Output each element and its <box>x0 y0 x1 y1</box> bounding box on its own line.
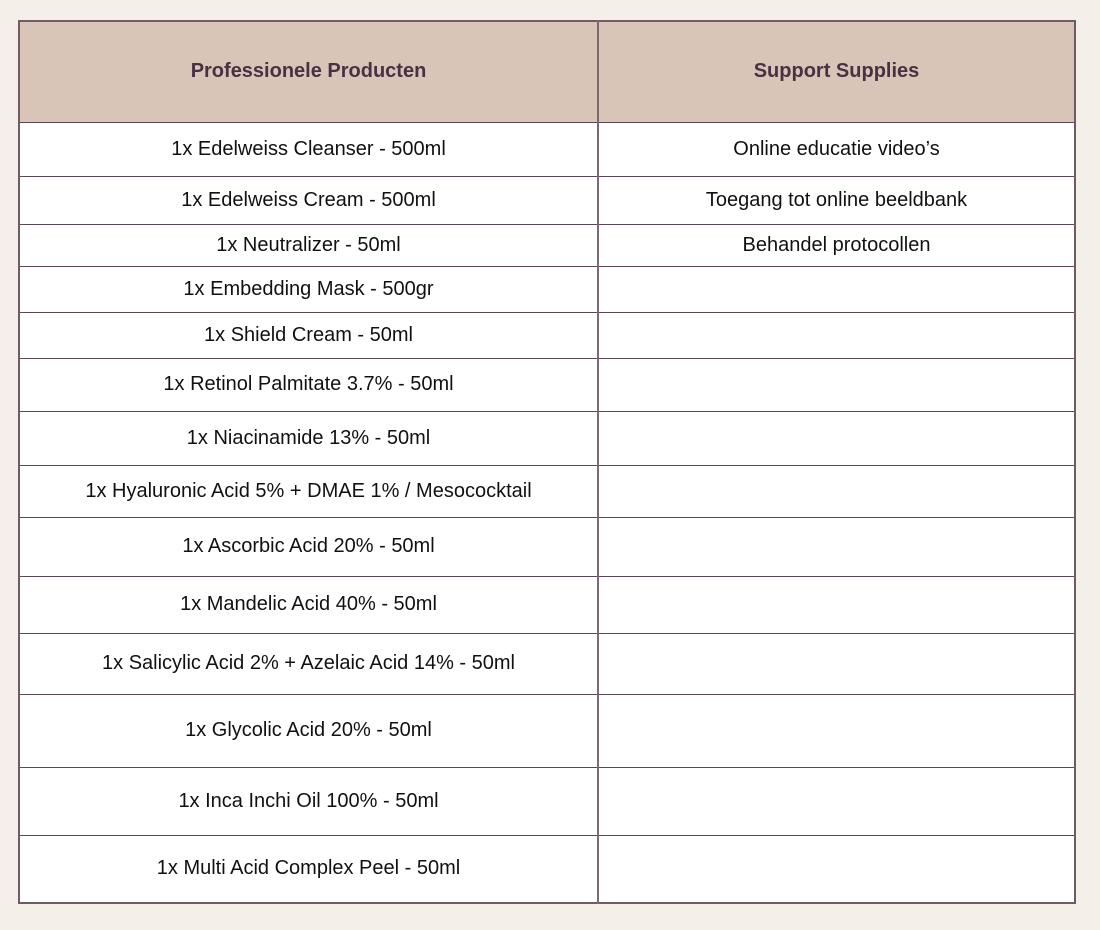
column-header-support-supplies: Support Supplies <box>598 21 1075 122</box>
product-cell: 1x Mandelic Acid 40% - 50ml <box>19 576 598 633</box>
column-header-professionele-producten: Professionele Producten <box>19 21 598 122</box>
table-row <box>19 465 1075 517</box>
support-cell <box>598 517 1075 576</box>
product-cell: 1x Multi Acid Complex Peel - 50ml <box>19 835 598 903</box>
support-cell <box>598 312 1075 358</box>
product-cell: 1x Edelweiss Cream - 500ml <box>19 176 598 224</box>
table-row <box>19 576 1075 633</box>
product-cell: 1x Salicylic Acid 2% + Azelaic Acid 14% - 50ml <box>19 633 598 694</box>
product-cell: 1x Glycolic Acid 20% - 50ml <box>19 694 598 767</box>
product-cell: 1x Inca Inchi Oil 100% - 50ml <box>19 767 598 835</box>
product-cell: 1x Neutralizer - 50ml <box>19 224 598 266</box>
support-cell <box>598 694 1075 767</box>
table-row <box>19 767 1075 835</box>
table-row <box>19 224 1075 266</box>
product-cell: 1x Embedding Mask - 500gr <box>19 266 598 312</box>
table-row <box>19 411 1075 465</box>
support-cell <box>598 767 1075 835</box>
product-cell: 1x Edelweiss Cleanser - 500ml <box>19 122 598 176</box>
product-table <box>18 20 1076 904</box>
table-row <box>19 122 1075 176</box>
support-cell: Online educatie video’s <box>598 122 1075 176</box>
support-cell <box>598 358 1075 411</box>
support-cell: Behandel protocollen <box>598 224 1075 266</box>
support-cell <box>598 576 1075 633</box>
support-cell <box>598 266 1075 312</box>
product-cell: 1x Retinol Palmitate 3.7% - 50ml <box>19 358 598 411</box>
table-row <box>19 694 1075 767</box>
table-header-row <box>19 21 1075 122</box>
table-row <box>19 835 1075 903</box>
table-row <box>19 358 1075 411</box>
support-cell <box>598 835 1075 903</box>
table-row <box>19 633 1075 694</box>
product-cell: 1x Niacinamide 13% - 50ml <box>19 411 598 465</box>
support-cell <box>598 411 1075 465</box>
product-cell: 1x Hyaluronic Acid 5% + DMAE 1% / Mesococktail <box>19 465 598 517</box>
product-cell: 1x Shield Cream - 50ml <box>19 312 598 358</box>
support-cell: Toegang tot online beeldbank <box>598 176 1075 224</box>
table-row <box>19 312 1075 358</box>
support-cell <box>598 633 1075 694</box>
table-row <box>19 517 1075 576</box>
table-row <box>19 266 1075 312</box>
support-cell <box>598 465 1075 517</box>
table-row <box>19 176 1075 224</box>
product-cell: 1x Ascorbic Acid 20% - 50ml <box>19 517 598 576</box>
